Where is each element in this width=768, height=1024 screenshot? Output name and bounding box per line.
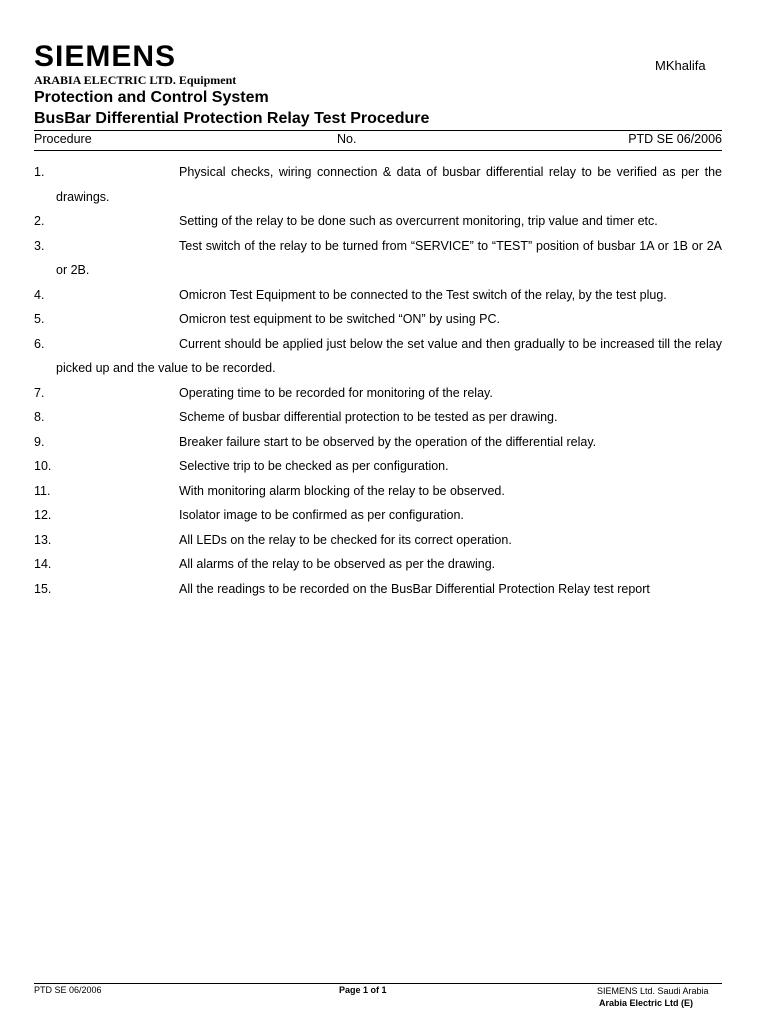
step-number: 3.	[34, 238, 45, 253]
step-text: Physical checks, wiring connection & data of busbar differential relay to be verified as per the drawings.	[56, 165, 722, 204]
footer-divider	[34, 983, 722, 984]
step-number: 11.	[34, 483, 51, 498]
step-text: Isolator image to be confirmed as per configuration.	[179, 508, 464, 522]
procedure-step	[34, 454, 722, 479]
procedure-step	[34, 479, 722, 504]
step-number: 2.	[34, 214, 45, 228]
procedure-step	[34, 283, 722, 308]
footer-page-number: Page 1 of 1	[339, 985, 387, 995]
step-number: 10.	[34, 459, 52, 473]
step-text: Breaker failure start to be observed by the operation of the differential relay.	[179, 434, 597, 449]
step-text: All the readings to be recorded on the BusBar Differential Protection Relay test report	[179, 581, 650, 596]
procedure-step	[34, 430, 722, 455]
footer-company-line2: Arabia Electric Ltd (E)	[599, 998, 694, 1008]
step-text: Scheme of busbar differential protection to be tested as per drawing.	[179, 410, 558, 424]
header-divider-top	[34, 130, 722, 131]
procedure-step	[34, 577, 722, 602]
step-text: All LEDs on the relay to be checked for its correct operation.	[179, 532, 512, 547]
procedure-meta-row	[34, 132, 722, 150]
procedure-step	[34, 405, 722, 430]
footer-doc-number: PTD SE 06/2006	[34, 985, 102, 995]
step-number: 13.	[34, 532, 52, 547]
procedure-step	[34, 503, 722, 528]
footer-company	[597, 985, 722, 1009]
step-number: 4.	[34, 287, 45, 302]
procedure-step	[34, 381, 722, 406]
company-name: ARABIA ELECTRIC LTD. Equipment	[34, 73, 237, 87]
step-number: 5.	[34, 312, 45, 326]
procedure-step	[34, 234, 722, 283]
procedure-steps-list	[34, 160, 722, 601]
procedure-label: Procedure	[34, 132, 92, 146]
document-title-line1: Protection and Control System	[34, 89, 269, 106]
procedure-step	[34, 209, 722, 234]
step-text: All alarms of the relay to be observed as per the drawing.	[179, 557, 496, 571]
step-text: Setting of the relay to be done such as overcurrent monitoring, trip value and timer etc.	[179, 214, 658, 228]
procedure-step	[34, 160, 722, 209]
author-name: MKhalifa	[655, 58, 706, 73]
siemens-logo: SIEMENS	[34, 40, 177, 73]
procedure-step	[34, 528, 722, 553]
step-number: 8.	[34, 410, 45, 424]
procedure-step	[34, 332, 722, 381]
number-label: No.	[337, 132, 357, 146]
step-number: 15.	[34, 581, 52, 596]
step-number: 14.	[34, 557, 52, 571]
step-text: Current should be applied just below the set value and then gradually to be increased till the relay picked up and the value to be recorded.	[56, 336, 722, 375]
step-text: Selective trip to be checked as per configuration.	[179, 459, 449, 473]
step-text: Omicron test equipment to be switched “ON” by using PC.	[179, 312, 500, 326]
header-divider-bottom	[34, 150, 722, 151]
step-text: Test switch of the relay to be turned from “SERVICE” to “TEST” position of busbar 1A or 1B or 2A or 2B.	[56, 238, 722, 277]
document-number: PTD SE 06/2006	[628, 132, 722, 146]
step-number: 9.	[34, 434, 45, 449]
document-title-line2: BusBar Differential Protection Relay Test Procedure	[34, 110, 430, 127]
step-number: 1.	[34, 165, 45, 179]
procedure-step	[34, 552, 722, 577]
footer-company-line1: SIEMENS Ltd. Saudi Arabia	[597, 986, 709, 996]
step-text: Omicron Test Equipment to be connected to the Test switch of the relay, by the test plug.	[179, 287, 667, 302]
step-number: 12.	[34, 508, 52, 522]
step-text: Operating time to be recorded for monitoring of the relay.	[179, 385, 493, 400]
procedure-step	[34, 307, 722, 332]
step-number: 7.	[34, 385, 45, 400]
step-text: With monitoring alarm blocking of the relay to be observed.	[179, 483, 505, 498]
step-number: 6.	[34, 336, 45, 351]
